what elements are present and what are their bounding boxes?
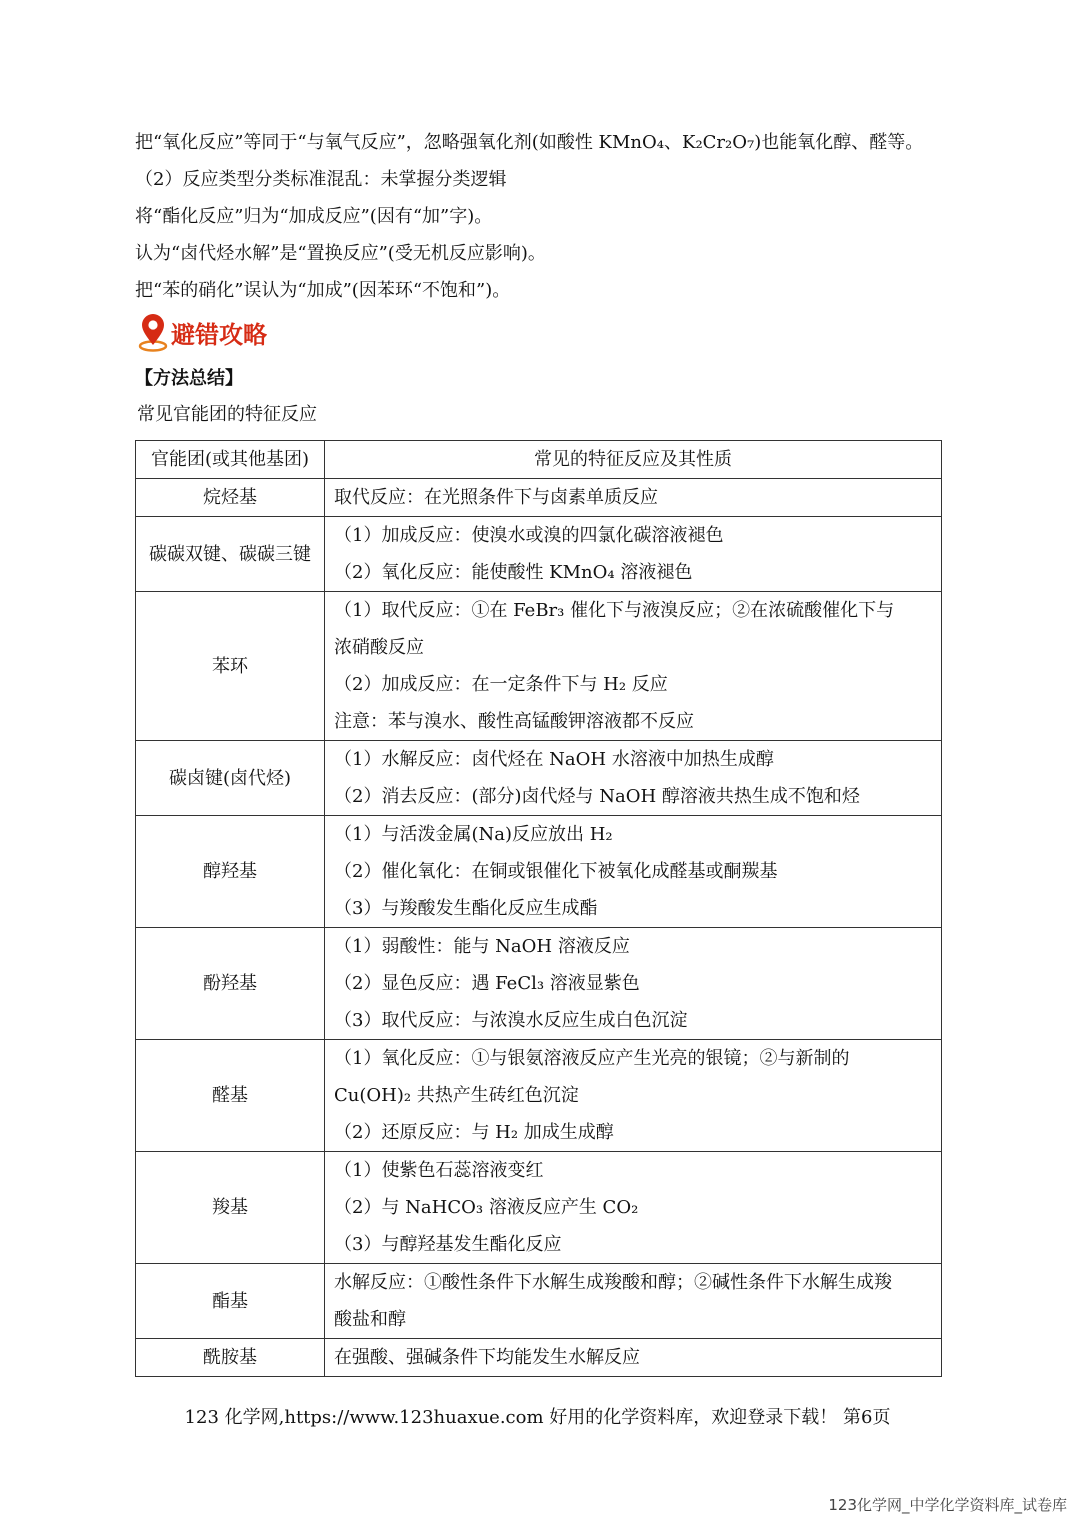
reaction-line: （2）加成反应：在一定条件下与 H₂ 反应	[334, 674, 668, 695]
functional-group-cell: 碳卤键(卤代烃)	[136, 741, 325, 816]
intro-line: 认为“卤代烃水解”是“置换反应”(受无机反应影响)。	[135, 243, 546, 264]
reaction-cell	[325, 1264, 942, 1339]
functional-group-cell: 羧基	[136, 1152, 325, 1264]
reaction-line: （1）使紫色石蕊溶液变红	[334, 1160, 544, 1181]
functional-group-cell: 酚羟基	[136, 928, 325, 1040]
table-row	[136, 592, 942, 741]
reaction-line: （2）催化氧化：在铜或银催化下被氧化成醛基或酮羰基	[334, 861, 778, 882]
section-heading	[137, 312, 267, 352]
functional-group-cell: 碳碳双键、碳碳三键	[136, 517, 325, 592]
reaction-line: 水解反应：①酸性条件下水解生成羧酸和醇；②碱性条件下水解生成羧	[334, 1272, 892, 1293]
table-row	[136, 741, 942, 816]
functional-group-cell: 苯环	[136, 592, 325, 741]
reaction-line: （2）显色反应：遇 FeCl₃ 溶液显紫色	[334, 973, 640, 994]
functional-group-cell: 酰胺基	[136, 1339, 325, 1377]
functional-group-cell: 酯基	[136, 1264, 325, 1339]
table-row	[136, 816, 942, 928]
reaction-line: （1）氧化反应：①与银氨溶液反应产生光亮的银镜；②与新制的	[334, 1048, 850, 1069]
reaction-line: （2）还原反应：与 H₂ 加成生成醇	[334, 1122, 614, 1143]
intro-text	[135, 124, 955, 309]
reaction-line: 浓硝酸反应	[334, 637, 424, 658]
reaction-line: （1）弱酸性：能与 NaOH 溶液反应	[334, 936, 630, 957]
reaction-cell	[325, 517, 942, 592]
table-caption: 常见官能团的特征反应	[137, 404, 317, 425]
reaction-cell	[325, 741, 942, 816]
table-row	[136, 1040, 942, 1152]
reaction-line: （2）氧化反应：能使酸性 KMnO₄ 溶液褪色	[334, 562, 693, 583]
reaction-line: （3）与醇羟基发生酯化反应	[334, 1234, 562, 1255]
intro-line: 把“苯的硝化”误认为“加成”(因苯环“不饱和”)。	[135, 280, 511, 301]
functional-group-cell: 烷烃基	[136, 479, 325, 517]
page-footer: 123 化学网,https://www.123huaxue.com 好用的化学资料库，欢迎登录下载！ 第6页	[184, 1407, 891, 1428]
reaction-line: （2）与 NaHCO₃ 溶液反应产生 CO₂	[334, 1197, 639, 1218]
reaction-cell	[325, 1339, 942, 1377]
header-cell-reactions: 常见的特征反应及其性质	[325, 441, 942, 479]
functional-group-cell: 醇羟基	[136, 816, 325, 928]
method-summary-title: 【方法总结】	[135, 368, 243, 389]
reaction-line: Cu(OH)₂ 共热产生砖红色沉淀	[334, 1085, 579, 1106]
intro-line: 将“酯化反应”归为“加成反应”(因有“加”字)。	[135, 206, 493, 227]
section-title: 避错攻略	[171, 320, 267, 349]
reaction-cell	[325, 479, 942, 517]
watermark: 123化学网_中学化学资料库_试卷库	[828, 1496, 1067, 1514]
location-pin-icon	[137, 312, 169, 352]
functional-group-cell: 醛基	[136, 1040, 325, 1152]
reaction-cell	[325, 592, 942, 741]
table-row	[136, 517, 942, 592]
header-cell-group: 官能团(或其他基团)	[136, 441, 325, 479]
reaction-line: （1）加成反应：使溴水或溴的四氯化碳溶液褪色	[334, 525, 724, 546]
reaction-line: （1）取代反应：①在 FeBr₃ 催化下与液溴反应；②在浓硫酸催化下与	[334, 600, 895, 621]
table-header-row	[136, 441, 942, 479]
reaction-line: 取代反应：在光照条件下与卤素单质反应	[334, 487, 658, 508]
table-row	[136, 1264, 942, 1339]
reaction-line: （2）消去反应：(部分)卤代烃与 NaOH 醇溶液共热生成不饱和烃	[334, 786, 860, 807]
table-row	[136, 1152, 942, 1264]
table-row	[136, 1339, 942, 1377]
table-row	[136, 928, 942, 1040]
reaction-cell	[325, 1152, 942, 1264]
reaction-line: （1）与活泼金属(Na)反应放出 H₂	[334, 824, 613, 845]
intro-line: （2）反应类型分类标准混乱：未掌握分类逻辑	[135, 169, 507, 190]
table-row	[136, 479, 942, 517]
reaction-line: 酸盐和醇	[334, 1309, 406, 1330]
reaction-line: 注意：苯与溴水、酸性高锰酸钾溶液都不反应	[334, 711, 694, 732]
intro-line: 把“氧化反应”等同于“与氧气反应”，忽略强氧化剂(如酸性 KMnO₄、K₂Cr₂O₇)也能氧化醇、醛等。	[135, 132, 924, 153]
functional-group-table	[135, 440, 942, 1377]
reaction-line: （1）水解反应：卤代烃在 NaOH 水溶液中加热生成醇	[334, 749, 774, 770]
table-body	[136, 479, 942, 1377]
reaction-line: 在强酸、强碱条件下均能发生水解反应	[334, 1347, 640, 1368]
reaction-line: （3）取代反应：与浓溴水反应生成白色沉淀	[334, 1010, 688, 1031]
reaction-cell	[325, 928, 942, 1040]
reaction-cell	[325, 816, 942, 928]
reaction-cell	[325, 1040, 942, 1152]
reaction-line: （3）与羧酸发生酯化反应生成酯	[334, 898, 598, 919]
